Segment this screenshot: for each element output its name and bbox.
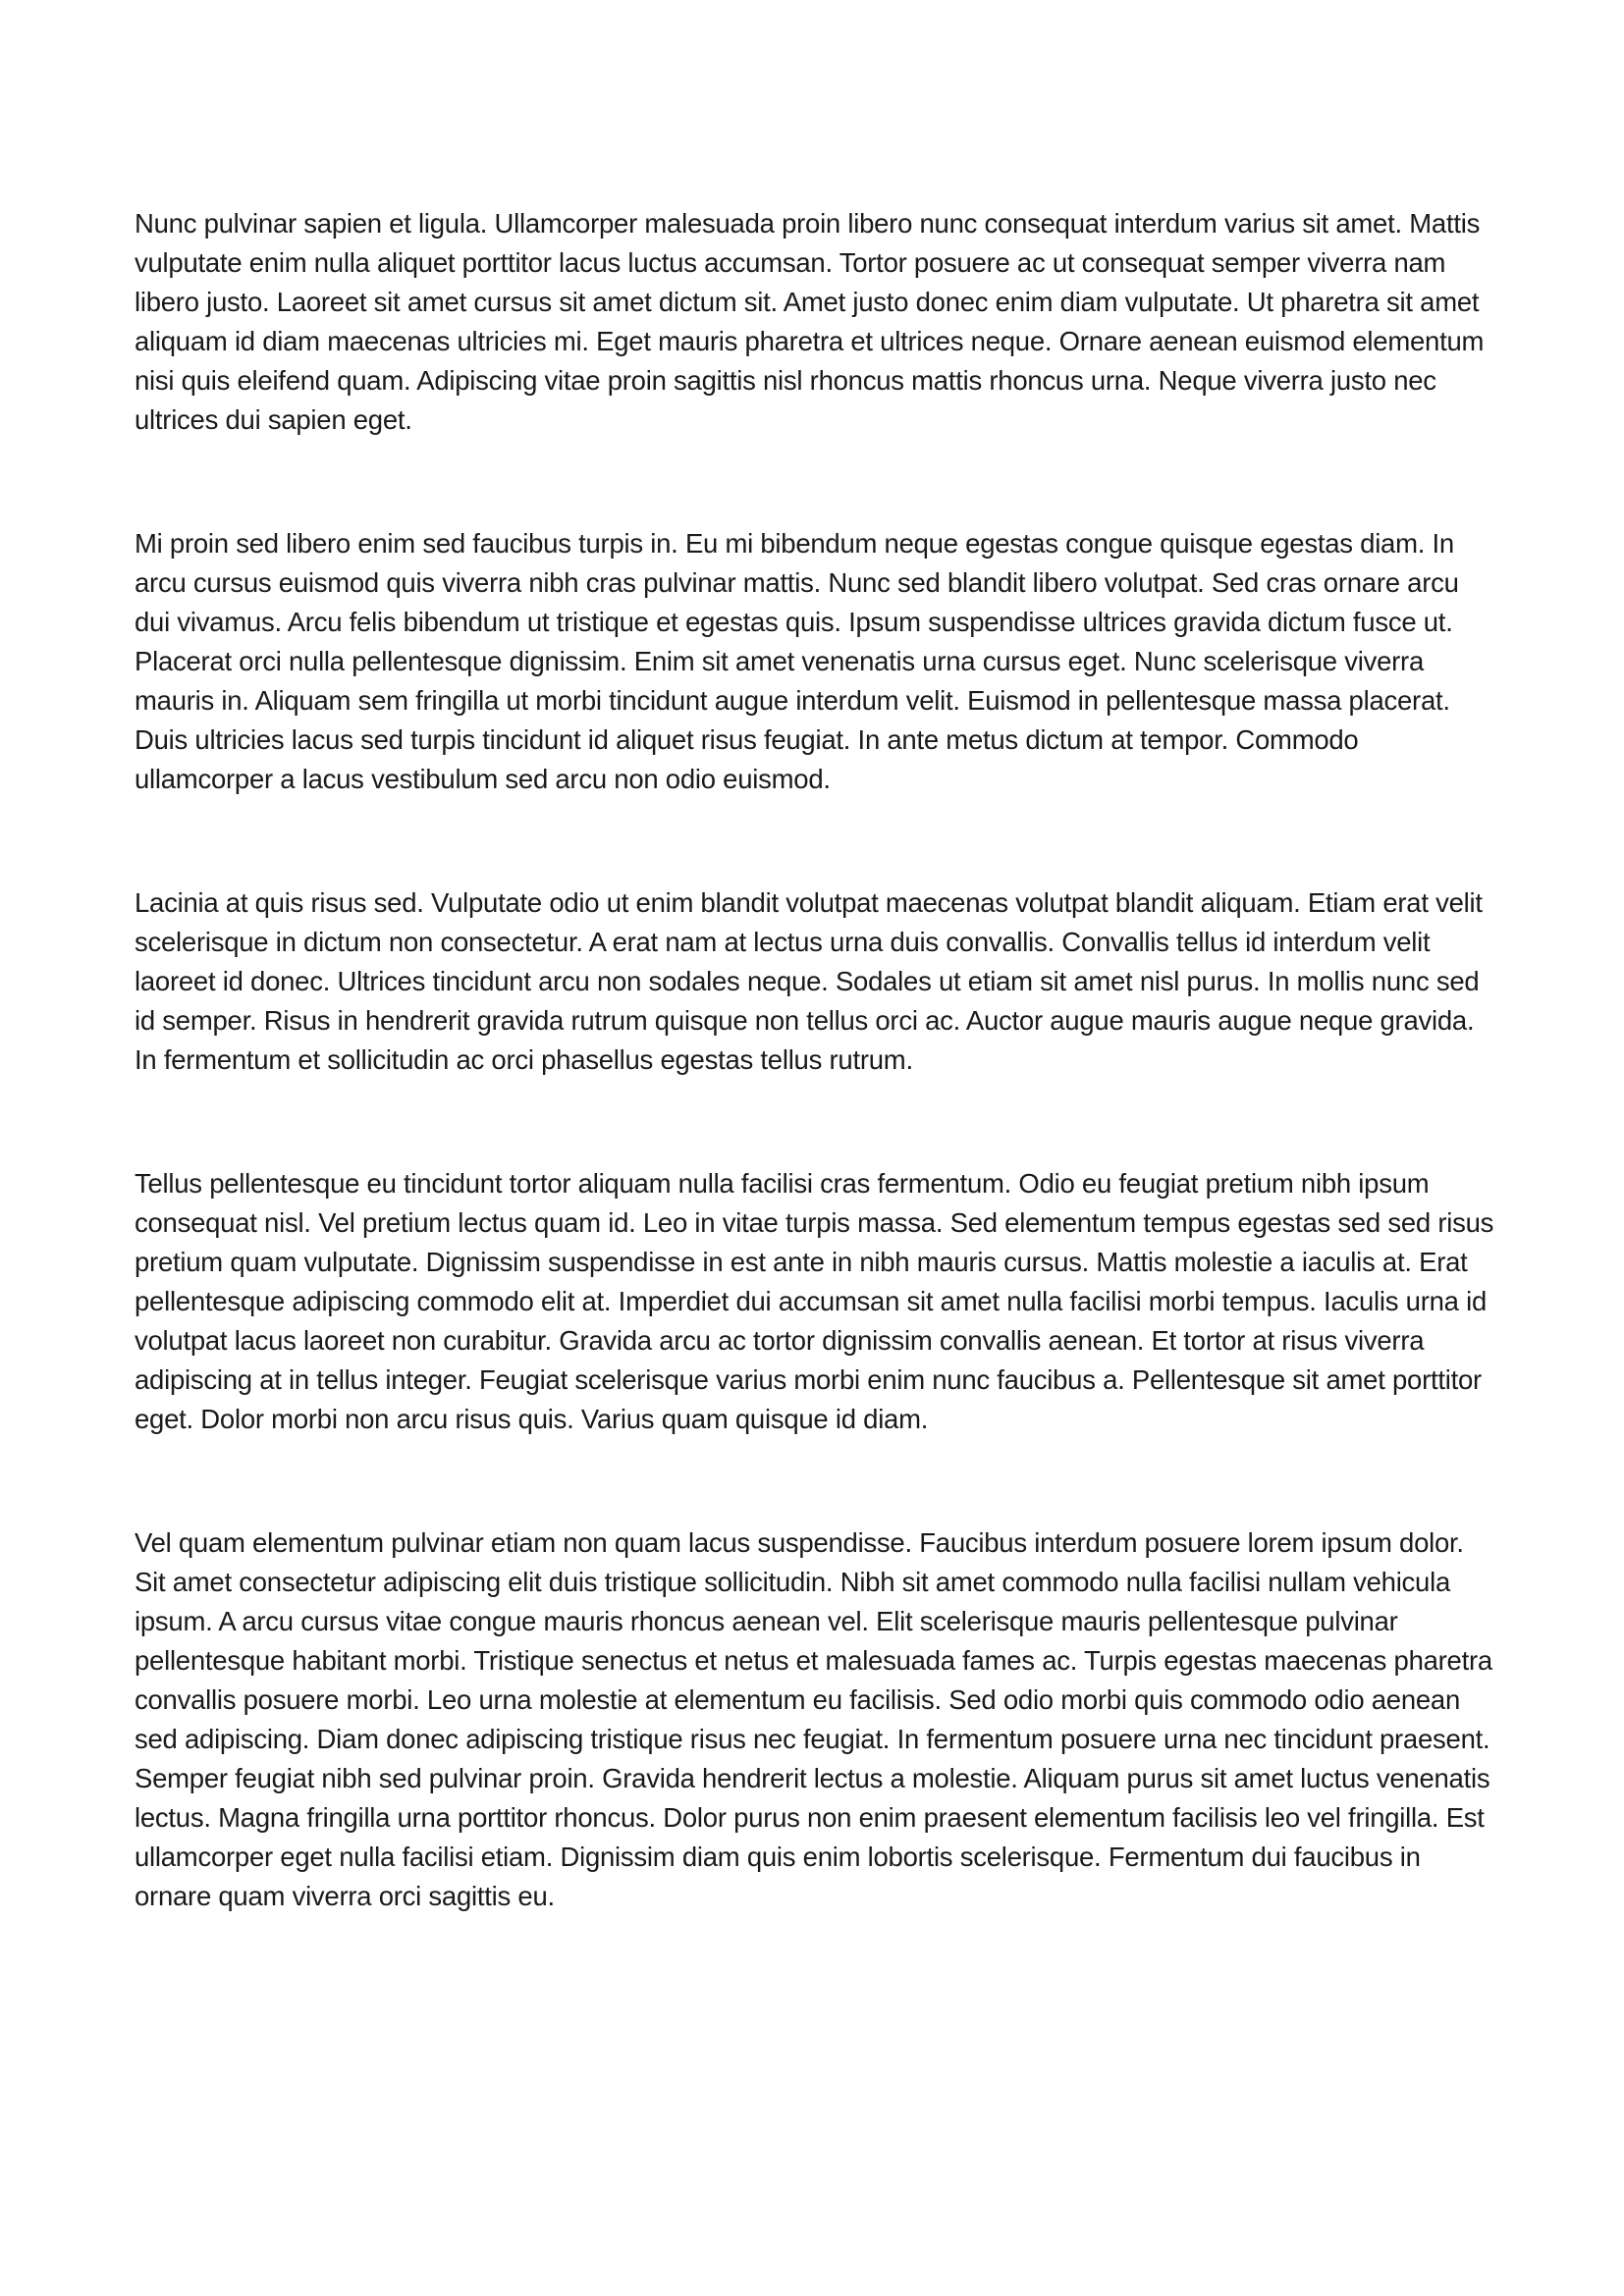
paragraph-3: Lacinia at quis risus sed. Vulputate odio ut enim blandit volutpat maecenas volutpat blandit aliquam. Etiam erat velit scelerisque in dictum non consectetur. A erat nam at lectus urna duis convallis. Convallis tellus id interdum velit laoreet id donec. Ultrices tincidunt arcu non sodales neque. Sodales ut etiam sit amet nisl purus. In mollis nunc sed id semper. Risus in hendrerit gravida rutrum quisque non tellus orci ac. Auctor augue mauris augue neque gravida. In fermentum et sollicitudin ac orci phasellus egestas tellus rutrum.	[135, 887, 1483, 1075]
paragraph-1: Nunc pulvinar sapien et ligula. Ullamcorper malesuada proin libero nunc consequat interdum varius sit amet. Mattis vulputate enim nulla aliquet porttitor lacus luctus accumsan. Tortor posuere ac ut consequat semper viverra nam libero justo. Laoreet sit amet cursus sit amet dictum sit. Amet justo donec enim diam vulputate. Ut pharetra sit amet aliquam id diam maecenas ultricies mi. Eget mauris pharetra et ultrices neque. Ornare aenean euismod elementum nisi quis eleifend quam. Adipiscing vitae proin sagittis nisl rhoncus mattis rhoncus urna. Neque viverra justo nec ultrices dui sapien eget.	[135, 208, 1485, 435]
paragraph-2: Mi proin sed libero enim sed faucibus turpis in. Eu mi bibendum neque egestas congue quisque egestas diam. In arcu cursus euismod quis viverra nibh cras pulvinar mattis. Nunc sed blandit libero volutpat. Sed cras ornare arcu dui vivamus. Arcu felis bibendum ut tristique et egestas quis. Ipsum suspendisse ultrices gravida dictum fusce ut. Placerat orci nulla pellentesque dignissim. Enim sit amet venenatis urna cursus eget. Nunc scelerisque viverra mauris in. Aliquam sem fringilla ut morbi tincidunt augue interdum velit. Euismod in pellentesque massa placerat. Duis ultricies lacus sed turpis tincidunt id aliquet risus feugiat. In ante metus dictum at tempor. Commodo ullamcorper a lacus vestibulum sed arcu non odio euismod.	[135, 528, 1459, 794]
document-body	[135, 204, 1495, 1916]
paragraph-4: Tellus pellentesque eu tincidunt tortor aliquam nulla facilisi cras fermentum. Odio eu feugiat pretium nibh ipsum consequat nisl. Vel pretium lectus quam id. Leo in vitae turpis massa. Sed elementum tempus egestas sed sed risus pretium quam vulputate. Dignissim suspendisse in est ante in nibh mauris cursus. Mattis molestie a iaculis at. Erat pellentesque adipiscing commodo elit at. Imperdiet dui accumsan sit amet nulla facilisi morbi tempus. Iaculis urna id volutpat lacus laoreet non curabitur. Gravida arcu ac tortor dignissim convallis aenean. Et tortor at risus viverra adipiscing at in tellus integer. Feugiat scelerisque varius morbi enim nunc faucibus a. Pellentesque sit amet porttitor eget. Dolor morbi non arcu risus quis. Varius quam quisque id diam.	[135, 1168, 1494, 1434]
paragraph-5: Vel quam elementum pulvinar etiam non quam lacus suspendisse. Faucibus interdum posuere lorem ipsum dolor. Sit amet consectetur adipiscing elit duis tristique sollicitudin. Nibh sit amet commodo nulla facilisi nullam vehicula ipsum. A arcu cursus vitae congue mauris rhoncus aenean vel. Elit scelerisque mauris pellentesque pulvinar pellentesque habitant morbi. Tristique senectus et netus et malesuada fames ac. Turpis egestas maecenas pharetra convallis posuere morbi. Leo urna molestie at elementum eu facilisis. Sed odio morbi quis commodo odio aenean sed adipiscing. Diam donec adipiscing tristique risus nec feugiat. In fermentum posuere urna nec tincidunt praesent. Semper feugiat nibh sed pulvinar proin. Gravida hendrerit lectus a molestie. Aliquam purus sit amet luctus venenatis lectus. Magna fringilla urna porttitor rhoncus. Dolor purus non enim praesent elementum facilisis leo vel fringilla. Est ullamcorper eget nulla facilisi etiam. Dignissim diam quis enim lobortis scelerisque. Fermentum dui faucibus in ornare quam viverra orci sagittis eu.	[135, 1527, 1492, 1911]
